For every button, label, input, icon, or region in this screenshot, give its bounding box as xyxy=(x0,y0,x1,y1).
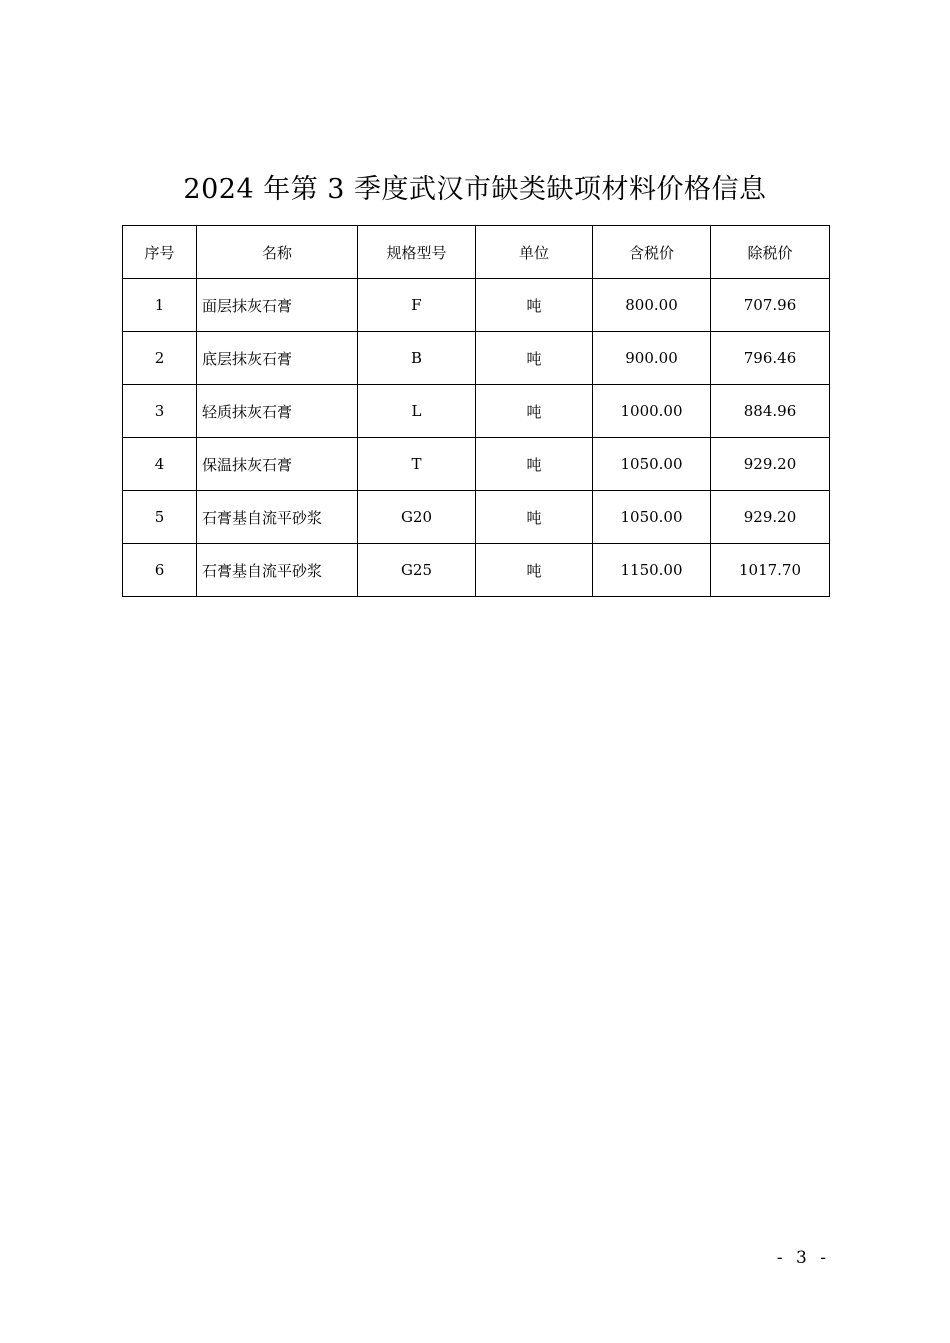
cell-price-with-tax: 1050.00 xyxy=(593,491,711,544)
table-row xyxy=(123,438,830,491)
cell-name: 面层抹灰石膏 xyxy=(197,279,358,332)
cell-name: 轻质抹灰石膏 xyxy=(197,385,358,438)
cell-index: 6 xyxy=(123,544,197,597)
table-row xyxy=(123,491,830,544)
header-name: 名称 xyxy=(197,226,358,279)
cell-spec: L xyxy=(358,385,476,438)
cell-price-without-tax: 884.96 xyxy=(711,385,830,438)
header-spec: 规格型号 xyxy=(358,226,476,279)
cell-spec: B xyxy=(358,332,476,385)
cell-name: 底层抹灰石膏 xyxy=(197,332,358,385)
cell-index: 5 xyxy=(123,491,197,544)
cell-name: 石膏基自流平砂浆 xyxy=(197,491,358,544)
cell-price-with-tax: 1000.00 xyxy=(593,385,711,438)
cell-unit: 吨 xyxy=(476,438,593,491)
cell-price-with-tax: 900.00 xyxy=(593,332,711,385)
header-price-without-tax: 除税价 xyxy=(711,226,830,279)
cell-spec: G25 xyxy=(358,544,476,597)
cell-index: 4 xyxy=(123,438,197,491)
cell-price-without-tax: 707.96 xyxy=(711,279,830,332)
header-price-with-tax: 含税价 xyxy=(593,226,711,279)
cell-unit: 吨 xyxy=(476,385,593,438)
cell-index: 2 xyxy=(123,332,197,385)
table-row xyxy=(123,385,830,438)
cell-name: 石膏基自流平砂浆 xyxy=(197,544,358,597)
cell-unit: 吨 xyxy=(476,544,593,597)
cell-price-with-tax: 1050.00 xyxy=(593,438,711,491)
cell-price-without-tax: 796.46 xyxy=(711,332,830,385)
cell-name: 保温抹灰石膏 xyxy=(197,438,358,491)
table-header-row xyxy=(123,226,830,279)
cell-unit: 吨 xyxy=(476,491,593,544)
cell-spec: T xyxy=(358,438,476,491)
cell-price-without-tax: 929.20 xyxy=(711,438,830,491)
header-unit: 单位 xyxy=(476,226,593,279)
cell-unit: 吨 xyxy=(476,279,593,332)
cell-unit: 吨 xyxy=(476,332,593,385)
cell-index: 3 xyxy=(123,385,197,438)
cell-price-without-tax: 929.20 xyxy=(711,491,830,544)
cell-price-without-tax: 1017.70 xyxy=(711,544,830,597)
cell-spec: F xyxy=(358,279,476,332)
page-number: - 3 - xyxy=(776,1248,830,1268)
cell-price-with-tax: 800.00 xyxy=(593,279,711,332)
table-row xyxy=(123,279,830,332)
cell-price-with-tax: 1150.00 xyxy=(593,544,711,597)
table-row xyxy=(123,332,830,385)
document-title: 2024 年第 3 季度武汉市缺类缺项材料价格信息 xyxy=(183,174,767,205)
cell-index: 1 xyxy=(123,279,197,332)
table-row xyxy=(123,544,830,597)
cell-spec: G20 xyxy=(358,491,476,544)
price-table xyxy=(122,225,830,597)
header-index: 序号 xyxy=(123,226,197,279)
